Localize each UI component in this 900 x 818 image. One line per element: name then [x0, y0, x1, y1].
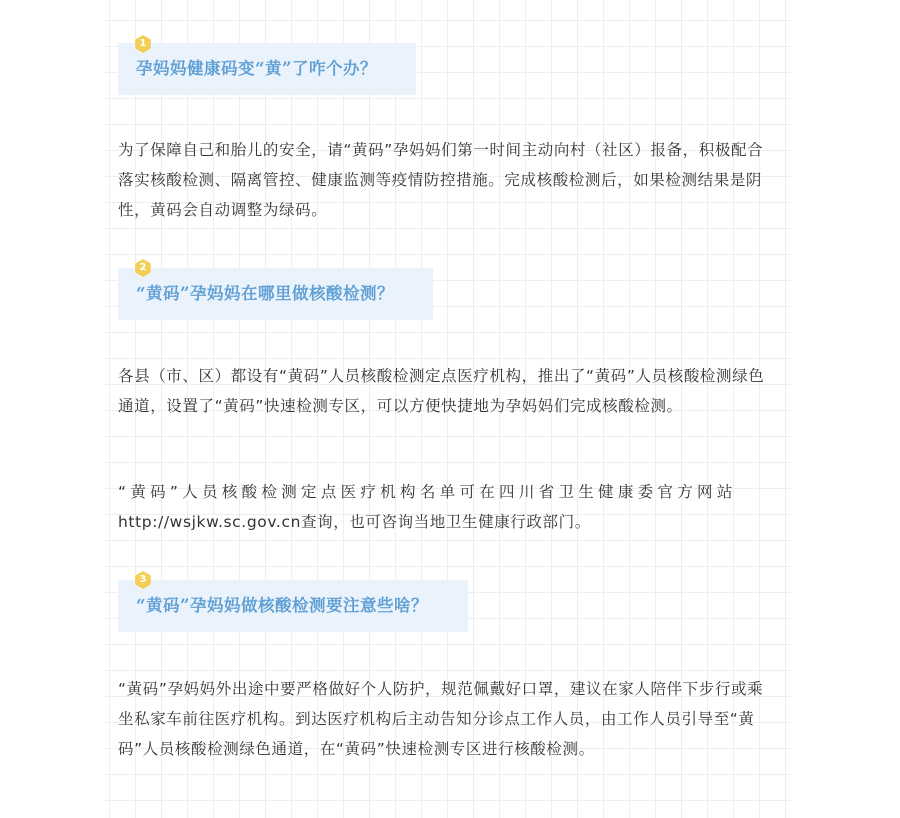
badge-1-icon: [134, 35, 152, 53]
badge-3-number: 3: [139, 574, 147, 585]
section-1-paragraph: 为了保障自己和胎儿的安全，请“黄码”孕妈妈们第一时间主动向村（社区）报备，积极配合落实核酸检测、隔离管控、健康监测等疫情防控措施。完成核酸检测后，如果检测结果是阴性，黄码会自动调整为绿码。: [118, 141, 764, 219]
section-3-header: [118, 580, 468, 632]
section-2-title: “黄码”孕妈妈在哪里做核酸检测？: [136, 284, 394, 303]
section-2-header: [118, 268, 433, 320]
badge-3-icon: [134, 571, 152, 589]
section-2-paragraph-2: “黄码”人员核酸检测定点医疗机构名单可在四川省卫生健康委官方网站: [118, 483, 737, 501]
section-2-paragraph-1: 各县（市、区）都设有“黄码”人员核酸检测定点医疗机构，推出了“黄码”人员核酸检测绿色通道，设置了“黄码”快速检测专区，可以方便快捷地为孕妈妈们完成核酸检测。: [118, 367, 765, 415]
badge-1-number: 1: [139, 38, 147, 49]
section-3-paragraph: “黄码”孕妈妈外出途中要严格做好个人防护，规范佩戴好口罩，建议在家人陪伴下步行或乘坐私家车前往医疗机构。到达医疗机构后主动告知分诊点工作人员，由工作人员引导至“黄码”人员核酸检测绿色通道，在“黄码”快速检测专区进行核酸检测。: [118, 680, 764, 758]
section-1-title: 孕妈妈健康码变“黄”了咋个办？: [136, 59, 377, 78]
badge-2-icon: [134, 259, 152, 277]
section-2-paragraph-3: http://wsjkw.sc.gov.cn查询，也可咨询当地卫生健康行政部门。: [118, 513, 591, 531]
badge-2-number: 2: [139, 262, 147, 273]
section-1-header: [118, 43, 416, 95]
section-3-title: “黄码”孕妈妈做核酸检测要注意些啥？: [136, 596, 428, 615]
